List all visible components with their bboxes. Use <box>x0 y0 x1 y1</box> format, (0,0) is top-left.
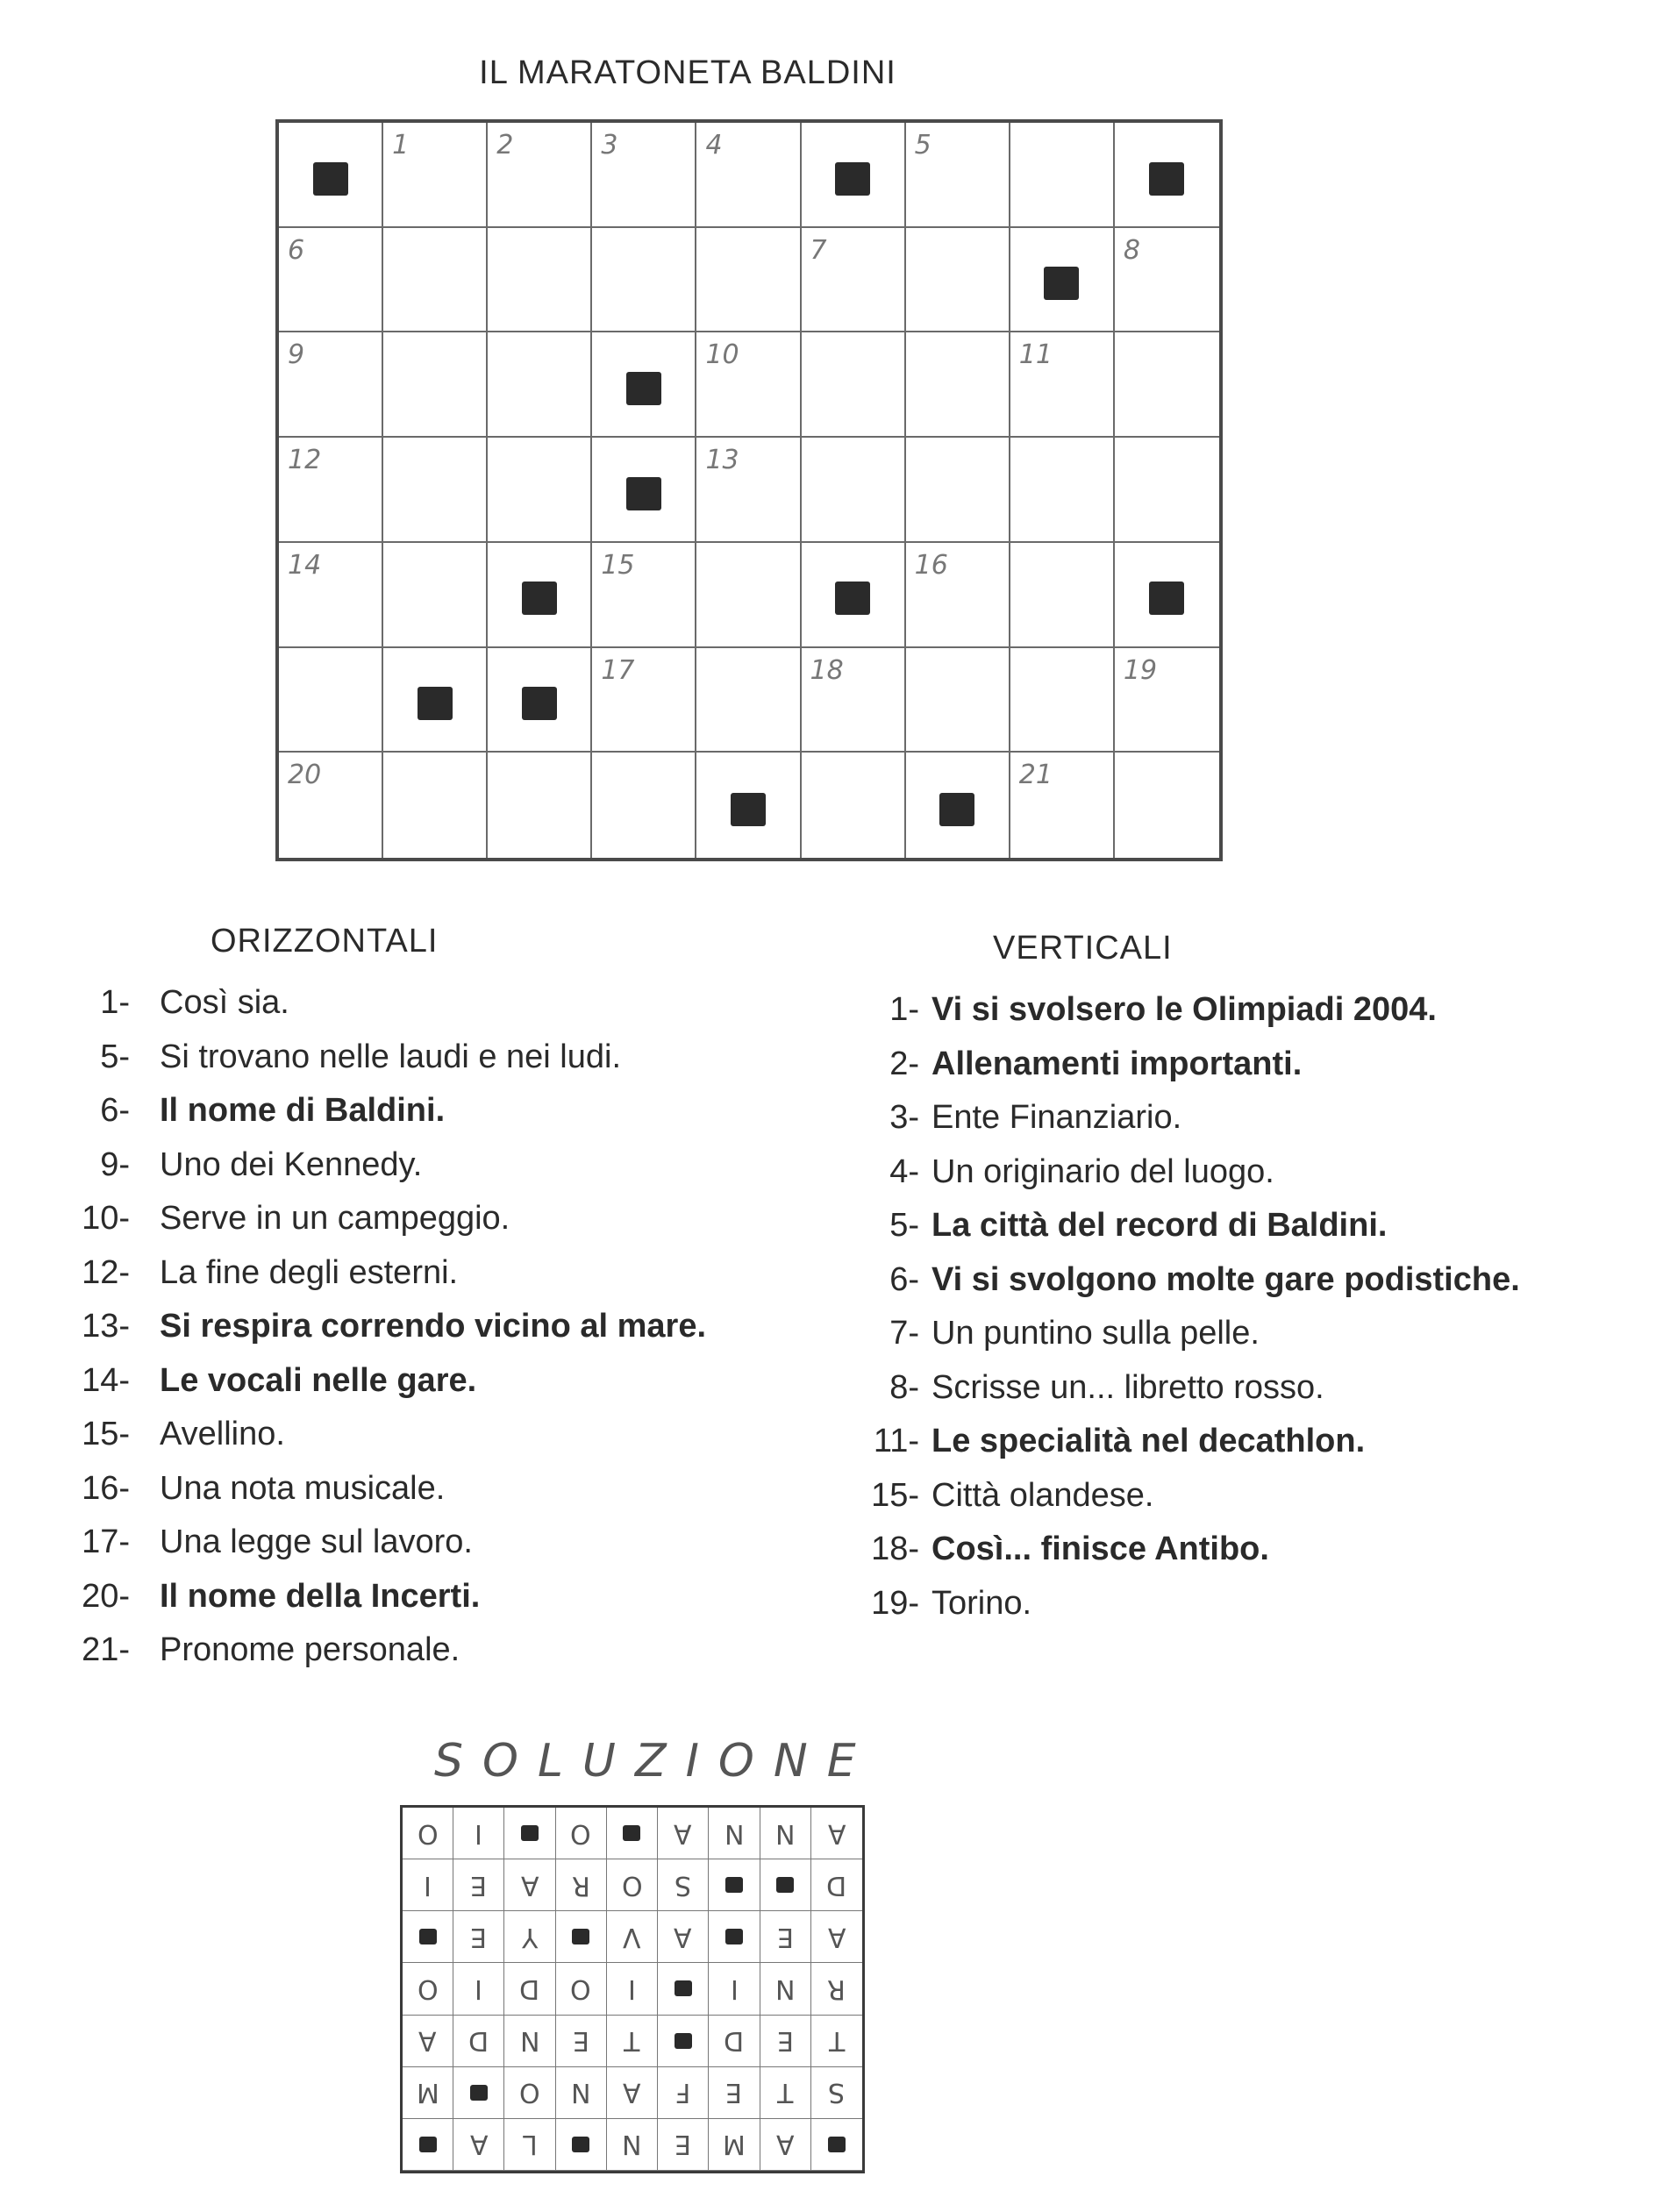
clue-number: 16 <box>914 549 948 581</box>
clue-number: 17 <box>601 654 635 686</box>
clue-number: 3- <box>889 1099 919 1136</box>
solution-cell <box>607 1808 658 1859</box>
solution-cell <box>504 2016 555 2067</box>
solution-letter: D <box>519 1973 540 2004</box>
grid-cell[interactable] <box>696 753 801 858</box>
clue-number: 12 <box>288 445 322 476</box>
solution-letter: A <box>674 1817 692 1849</box>
grid-cell[interactable] <box>802 753 906 858</box>
black-square <box>419 1929 437 1944</box>
solution-letter: O <box>417 1817 439 1849</box>
grid-cell[interactable] <box>1010 123 1115 228</box>
black-square <box>828 2137 846 2152</box>
solution-cell <box>504 2067 555 2119</box>
solution-letter: D <box>468 2025 489 2057</box>
clue-text: Una legge sul lavoro. <box>160 1523 473 1560</box>
clue-number: 16- <box>82 1469 130 1507</box>
black-square <box>731 793 766 826</box>
grid-cell[interactable] <box>383 123 488 228</box>
solution-letter: L <box>522 2129 538 2160</box>
grid-cell[interactable] <box>383 543 488 648</box>
grid-cell[interactable] <box>802 648 906 753</box>
solution-cell <box>760 2016 811 2067</box>
grid-cell[interactable] <box>1115 438 1219 543</box>
solution-cell <box>453 2067 504 2119</box>
solution-letter: N <box>571 2077 591 2109</box>
clue-number: 15 <box>601 549 635 581</box>
clue-number: 2- <box>889 1045 919 1082</box>
clue-number: 3 <box>601 130 618 161</box>
clue-number: 2 <box>496 130 514 161</box>
clue-number: 5- <box>100 1038 130 1075</box>
solution-cell <box>556 2016 607 2067</box>
solution-cell <box>709 1808 760 1859</box>
solution-letter: E <box>776 2025 794 2057</box>
solution-heading: SOLUZIONE <box>434 1735 875 1787</box>
black-square <box>835 582 870 615</box>
solution-cell <box>504 1859 555 1911</box>
clue-number: 20- <box>82 1577 130 1615</box>
grid-cell[interactable] <box>1115 228 1219 333</box>
solution-letter: A <box>469 2129 489 2160</box>
solution-cell <box>658 2067 709 2119</box>
solution-cell <box>403 1963 453 2015</box>
grid-cell[interactable] <box>488 123 592 228</box>
grid-cell[interactable] <box>592 123 696 228</box>
clue-number: 14- <box>82 1361 130 1399</box>
clue-text: Si trovano nelle laudi e nei ludi. <box>160 1038 622 1075</box>
black-square <box>776 1877 794 1893</box>
solution-letter: M <box>416 2077 439 2109</box>
solution-cell <box>760 1859 811 1911</box>
solution-cell <box>607 2067 658 2119</box>
clue-number: 1- <box>889 991 919 1028</box>
solution-letter: N <box>622 2129 642 2160</box>
clue-text: Avellino. <box>160 1416 285 1452</box>
solution-letter: O <box>417 1973 439 2004</box>
clue-number: 20 <box>288 760 322 791</box>
clue-text: Un puntino sulla pelle. <box>932 1315 1260 1352</box>
solution-letter: R <box>571 1869 590 1901</box>
grid-cell[interactable] <box>488 543 592 648</box>
grid-cell[interactable] <box>279 648 383 753</box>
grid-cell[interactable] <box>383 228 488 333</box>
solution-letter: V <box>623 1921 641 1952</box>
grid-cell[interactable] <box>279 543 383 648</box>
solution-letter: S <box>675 1869 692 1901</box>
black-square <box>623 1825 640 1841</box>
solution-letter: I <box>730 1973 739 2004</box>
clue-text: Vi si svolsero le Olimpiadi 2004. <box>932 991 1437 1028</box>
grid-cell[interactable] <box>906 438 1010 543</box>
black-square <box>572 2137 589 2152</box>
solution-letter: A <box>775 2129 795 2160</box>
grid-cell[interactable] <box>1010 332 1115 438</box>
solution-letter: I <box>424 1869 432 1901</box>
clue-text: Pronome personale. <box>160 1631 460 1668</box>
clue-text: Torino. <box>932 1584 1032 1622</box>
solution-letter: N <box>724 1817 745 1849</box>
crossword-grid <box>275 119 1223 861</box>
solution-letter: N <box>774 1973 796 2004</box>
clue-text: Ente Finanziario. <box>932 1099 1182 1136</box>
solution-cell <box>403 1808 453 1859</box>
clue-text: Il nome di Baldini. <box>160 1092 446 1129</box>
grid-cell[interactable] <box>906 753 1010 858</box>
solution-cell <box>811 1963 862 2015</box>
solution-cell <box>811 2016 862 2067</box>
clue-text: La fine degli esterni. <box>160 1253 459 1291</box>
clue-number: 15- <box>871 1476 919 1514</box>
solution-cell <box>658 2016 709 2067</box>
solution-cell <box>453 2119 504 2171</box>
solution-cell <box>504 1963 555 2015</box>
clue-number: 9 <box>288 339 305 371</box>
solution-cell <box>504 1808 555 1859</box>
clue-text: Così... finisce Antibo. <box>932 1531 1269 1567</box>
black-square <box>521 1825 539 1841</box>
grid-cell[interactable] <box>802 438 906 543</box>
grid-cell[interactable] <box>279 438 383 543</box>
solution-letter: O <box>570 1973 592 2004</box>
black-square <box>675 2033 692 2049</box>
clue-text: Allenamenti importanti. <box>932 1045 1303 1082</box>
clue-text: Uno dei Kennedy. <box>160 1145 423 1183</box>
solution-cell <box>760 1911 811 1963</box>
grid-cell[interactable] <box>696 228 801 333</box>
solution-letter: I <box>475 1817 483 1849</box>
clue-number: 4- <box>889 1152 919 1190</box>
clue-text: Le specialità nel decathlon. <box>932 1423 1366 1459</box>
solution-cell <box>403 2016 453 2067</box>
grid-cell[interactable] <box>279 332 383 438</box>
black-square <box>626 372 661 405</box>
black-square <box>626 477 661 510</box>
black-square <box>522 687 557 720</box>
grid-cell[interactable] <box>696 648 801 753</box>
black-square <box>313 162 348 196</box>
solution-letter: F <box>675 2077 691 2109</box>
solution-letter: E <box>470 1921 488 1952</box>
grid-cell[interactable] <box>279 228 383 333</box>
grid-cell[interactable] <box>383 753 488 858</box>
grid-cell[interactable] <box>383 438 488 543</box>
black-square <box>418 687 453 720</box>
clue-number: 11- <box>873 1423 919 1459</box>
solution-cell <box>658 2119 709 2171</box>
solution-cell <box>453 1859 504 1911</box>
solution-letter: N <box>774 1817 796 1849</box>
grid-cell[interactable] <box>1115 123 1219 228</box>
grid-cell[interactable] <box>1115 332 1219 438</box>
clue-number: 10 <box>705 339 739 371</box>
solution-cell <box>556 1808 607 1859</box>
clue-text: Scrisse un... libretto rosso. <box>932 1368 1324 1406</box>
grid-cell[interactable] <box>488 438 592 543</box>
grid-cell[interactable] <box>696 438 801 543</box>
clue-number: 9- <box>100 1145 130 1183</box>
black-square <box>419 2137 437 2152</box>
solution-letter: E <box>776 1921 794 1952</box>
solution-letter: I <box>628 1973 636 2004</box>
grid-cell[interactable] <box>696 123 801 228</box>
grid-cell[interactable] <box>696 332 801 438</box>
solution-letter: Y <box>521 1921 539 1952</box>
grid-cell[interactable] <box>488 228 592 333</box>
solution-letter: E <box>572 2025 589 2057</box>
solution-letter: E <box>725 2077 743 2109</box>
solution-cell <box>760 2119 811 2171</box>
solution-cell <box>453 1808 504 1859</box>
grid-cell[interactable] <box>906 123 1010 228</box>
clue-text: Un originario del luogo. <box>932 1152 1274 1190</box>
grid-cell[interactable] <box>906 228 1010 333</box>
solution-letter: N <box>519 2025 540 2057</box>
clue-number: 14 <box>288 549 322 581</box>
puzzle-title: IL MARATONETA BALDINI <box>479 54 896 91</box>
solution-letter: A <box>418 2025 437 2057</box>
solution-cell <box>811 1859 862 1911</box>
clue-number: 4 <box>705 130 723 161</box>
grid-cell[interactable] <box>696 543 801 648</box>
solution-letter: S <box>828 2077 846 2109</box>
horizontal-heading: ORIZZONTALI <box>211 923 439 960</box>
grid-cell[interactable] <box>802 123 906 228</box>
clue-number: 21- <box>82 1631 130 1668</box>
solution-letter: R <box>827 1973 846 2004</box>
solution-cell <box>709 1911 760 1963</box>
solution-cell <box>607 2119 658 2171</box>
grid-cell[interactable] <box>802 332 906 438</box>
clue-text: Si respira correndo vicino al mare. <box>160 1308 707 1345</box>
clue-number: 17- <box>82 1523 130 1560</box>
solution-letter: D <box>724 2025 745 2057</box>
grid-cell[interactable] <box>1115 648 1219 753</box>
black-square <box>725 1877 743 1893</box>
black-square <box>725 1929 743 1944</box>
solution-letter: O <box>621 1869 643 1901</box>
solution-letter: A <box>827 1921 846 1952</box>
grid-cell[interactable] <box>1010 648 1115 753</box>
solution-cell <box>811 1808 862 1859</box>
black-square <box>939 793 974 826</box>
clue-text: La città del record di Baldini. <box>932 1207 1388 1244</box>
grid-cell[interactable] <box>279 753 383 858</box>
solution-cell <box>709 2119 760 2171</box>
grid-cell[interactable] <box>1010 753 1115 858</box>
solution-cell <box>607 1859 658 1911</box>
clue-number: 13- <box>82 1308 130 1345</box>
solution-letter: O <box>519 2077 540 2109</box>
grid-cell[interactable] <box>1010 543 1115 648</box>
solution-letter: T <box>828 2025 846 2057</box>
grid-cell[interactable] <box>383 648 488 753</box>
solution-letter: E <box>470 1869 488 1901</box>
solution-cell <box>709 2067 760 2119</box>
solution-cell <box>607 2016 658 2067</box>
black-square <box>572 1929 589 1944</box>
solution-cell <box>658 1911 709 1963</box>
clue-number: 6- <box>889 1260 919 1298</box>
clue-number: 18 <box>810 654 844 686</box>
grid-cell[interactable] <box>1010 228 1115 333</box>
clue-number: 5- <box>889 1207 919 1244</box>
solution-cell <box>760 1808 811 1859</box>
solution-letter: D <box>826 1869 847 1901</box>
solution-letter: A <box>520 1869 539 1901</box>
black-square <box>675 1980 692 1996</box>
solution-cell <box>556 1911 607 1963</box>
solution-cell <box>709 2016 760 2067</box>
solution-letter: E <box>675 2129 692 2160</box>
solution-grid <box>400 1805 865 2173</box>
solution-cell <box>403 1911 453 1963</box>
solution-letter: A <box>623 2077 641 2109</box>
solution-letter: A <box>827 1817 846 1849</box>
solution-letter: I <box>475 1973 483 2004</box>
clue-number: 1- <box>100 984 130 1021</box>
vertical-heading: VERTICALI <box>993 930 1173 967</box>
solution-cell <box>556 2067 607 2119</box>
solution-cell <box>709 1963 760 2015</box>
solution-cell <box>658 1808 709 1859</box>
solution-letter: M <box>722 2129 746 2160</box>
clue-number: 11 <box>1018 339 1053 371</box>
solution-cell <box>811 2119 862 2171</box>
grid-cell[interactable] <box>592 228 696 333</box>
clue-text: Una nota musicale. <box>160 1469 446 1507</box>
clue-number: 13 <box>705 445 739 476</box>
clue-number: 8 <box>1123 234 1140 266</box>
clue-number: 21 <box>1018 760 1053 791</box>
clue-number: 19- <box>871 1584 919 1622</box>
grid-cell[interactable] <box>592 648 696 753</box>
grid-cell[interactable] <box>1115 753 1219 858</box>
solution-cell <box>607 1963 658 2015</box>
clue-number: 10- <box>82 1200 130 1237</box>
clue-number: 7 <box>810 234 827 266</box>
clue-text: Il nome della Incerti. <box>160 1577 481 1615</box>
solution-cell <box>403 2119 453 2171</box>
black-square <box>522 582 557 615</box>
clue-text: Vi si svolgono molte gare podistiche. <box>932 1260 1520 1298</box>
grid-cell[interactable] <box>906 648 1010 753</box>
solution-letter: O <box>570 1817 592 1849</box>
clue-text: Città olandese. <box>932 1476 1154 1514</box>
solution-letter: T <box>776 2077 794 2109</box>
grid-cell[interactable] <box>1010 438 1115 543</box>
grid-cell[interactable] <box>488 332 592 438</box>
clue-number: 18- <box>871 1531 919 1567</box>
solution-cell <box>504 2119 555 2171</box>
clue-number: 8- <box>889 1368 919 1406</box>
solution-cell <box>811 2067 862 2119</box>
clue-text: Serve in un campeggio. <box>160 1200 510 1237</box>
solution-cell <box>556 1859 607 1911</box>
solution-cell <box>556 1963 607 2015</box>
solution-cell <box>453 2016 504 2067</box>
grid-cell[interactable] <box>383 332 488 438</box>
solution-cell <box>760 2067 811 2119</box>
solution-cell <box>607 1911 658 1963</box>
black-square <box>1149 162 1184 196</box>
grid-cell[interactable] <box>906 543 1010 648</box>
grid-cell[interactable] <box>592 332 696 438</box>
solution-cell <box>453 1963 504 2015</box>
grid-cell[interactable] <box>592 753 696 858</box>
clue-number: 5 <box>914 130 932 161</box>
solution-letter: T <box>624 2025 640 2057</box>
black-square <box>1044 267 1079 300</box>
solution-cell <box>658 1963 709 2015</box>
clue-text: Così sia. <box>160 984 289 1021</box>
grid-cell[interactable] <box>488 648 592 753</box>
grid-cell[interactable] <box>592 438 696 543</box>
clue-number: 7- <box>889 1315 919 1352</box>
clue-number: 15- <box>82 1416 130 1452</box>
solution-cell <box>709 1859 760 1911</box>
grid-cell[interactable] <box>802 228 906 333</box>
clue-number: 19 <box>1123 654 1158 686</box>
solution-cell <box>403 2067 453 2119</box>
solution-cell <box>760 1963 811 2015</box>
solution-cell <box>403 1859 453 1911</box>
grid-cell[interactable] <box>1115 543 1219 648</box>
black-square <box>835 162 870 196</box>
solution-cell <box>556 2119 607 2171</box>
solution-cell <box>658 1859 709 1911</box>
grid-cell[interactable] <box>592 543 696 648</box>
grid-cell[interactable] <box>906 332 1010 438</box>
solution-cell <box>811 1911 862 1963</box>
clue-number: 1 <box>392 130 410 161</box>
solution-letter: A <box>674 1921 692 1952</box>
grid-cell[interactable] <box>279 123 383 228</box>
grid-cell[interactable] <box>802 543 906 648</box>
solution-cell <box>453 1911 504 1963</box>
grid-cell[interactable] <box>488 753 592 858</box>
clue-number: 12- <box>82 1253 130 1291</box>
black-square <box>1149 582 1184 615</box>
clue-number: 6- <box>100 1092 130 1129</box>
clue-number: 6 <box>288 234 305 266</box>
black-square <box>470 2085 488 2101</box>
clue-text: Le vocali nelle gare. <box>160 1361 477 1399</box>
solution-cell <box>504 1911 555 1963</box>
